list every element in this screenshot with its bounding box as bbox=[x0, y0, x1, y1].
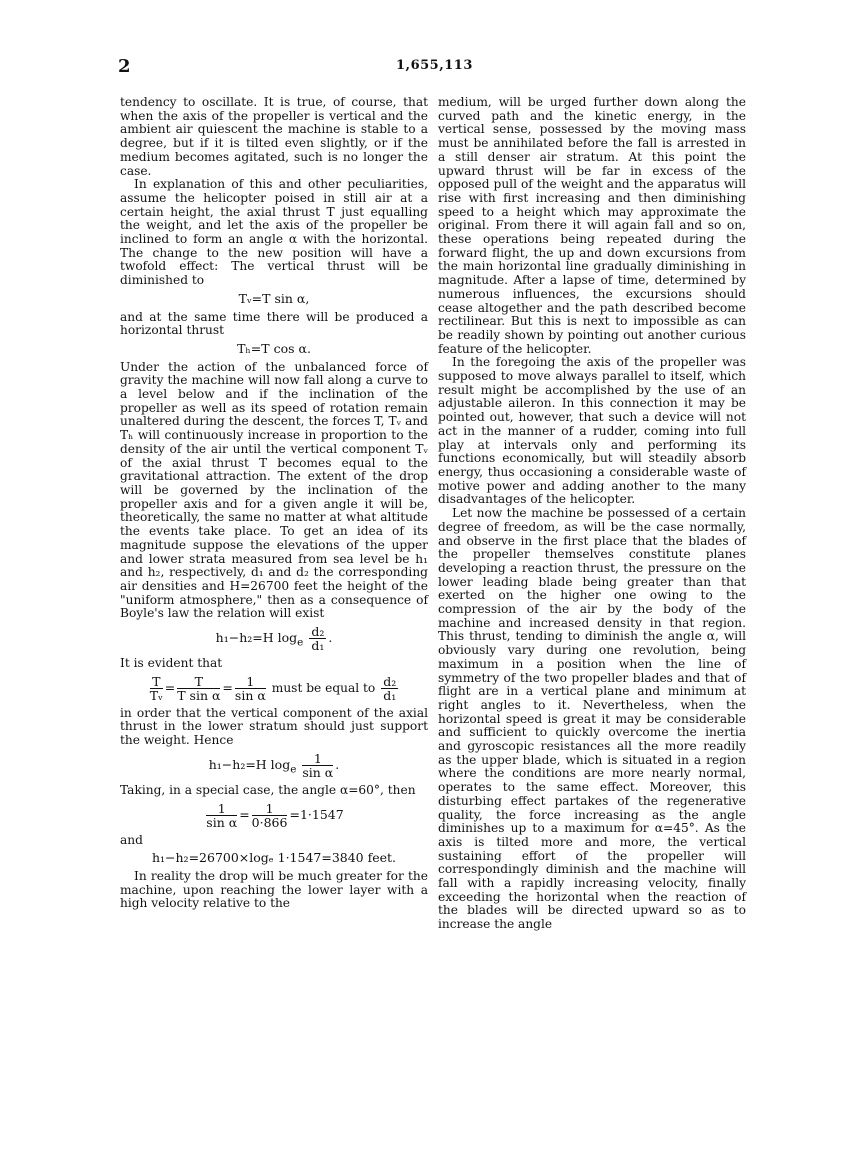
numerator: T bbox=[177, 675, 220, 689]
denominator: sin α bbox=[234, 687, 266, 703]
paragraph: and at the same time there will be produced a horizontal thrust bbox=[120, 309, 428, 338]
denominator: sin α bbox=[302, 764, 334, 780]
equation-special-case: $\frac{1}{\text{sin α}}$ = $\frac{1}{0\cdot 866}$ =1·1547 bbox=[206, 800, 344, 830]
denominator: Tᵥ bbox=[149, 687, 163, 703]
denominator: d₁ bbox=[383, 687, 397, 703]
page-number: 2 bbox=[118, 56, 131, 77]
numerator: 1 bbox=[302, 752, 333, 766]
fraction bbox=[206, 802, 237, 829]
equation-vertical-thrust: Tᵥ=T sin α, bbox=[238, 290, 310, 306]
equation-lhs: h₁−h₂=H log bbox=[215, 630, 298, 646]
paragraph: and bbox=[120, 832, 143, 847]
paragraph: in order that the vertical component of the axial thrust in the lower stratum should just support the weight. Hence bbox=[120, 705, 428, 748]
fraction bbox=[235, 675, 266, 702]
denominator: sin α bbox=[206, 814, 238, 830]
paragraph: Taking, in a special case, the angle α=60°, then bbox=[120, 782, 416, 797]
log-base: e bbox=[290, 763, 297, 776]
fraction bbox=[302, 752, 333, 779]
denominator: T sin α bbox=[177, 687, 221, 703]
numerator: 1 bbox=[206, 802, 237, 816]
paragraph: In the foregoing the axis of the propeller was supposed to move always parallel to itself, which result might be accomplished by the use of an adjustable aileron. In this connection it may be pointed out, however, that such a device will not act in the manner of a rudder, coming into full play at intervals only and performing its functions economically, but will steadily absorb energy, thus occasioning a considerable waste of motive power and adding another to the many disadvantages of the helicopter. bbox=[438, 355, 746, 507]
paragraph: Under the action of the unbalanced force of gravity the machine will now fall along a curve to a level below and if the inclination of the propeller as well as its speed of rotation remain unaltered during the descent, the forces T, Tᵥ and Tₕ will continuously increase in proportion to the density of the air until the vertical component Tᵥ of the axial thrust T becomes equal to the gravitational attraction. The extent of the drop will be governed by the inclination of the propeller axis and for a given angle it will be, theoretically, the same no matter at what altitude the events take place. To get an idea of its magnitude suppose the elevations of the upper and lower strata measured from sea level be h₁ and h₂, respectively, d₁ and d₂ the corresponding air densities and H=26700 feet the height of the "uniform atmosphere," then as a consequence of Boyle's law the relation will exist bbox=[120, 359, 428, 621]
denominator: d₁ bbox=[311, 638, 325, 654]
numerator: T bbox=[150, 675, 163, 689]
paragraph: It is evident that bbox=[120, 656, 223, 671]
equation-text: must be equal to bbox=[271, 680, 376, 695]
equation-horizontal-thrust: Tₕ=T cos α. bbox=[237, 340, 311, 356]
fraction bbox=[309, 625, 326, 652]
equation-result: =1·1547 bbox=[289, 806, 344, 822]
equation-boyle-law: h₁−h₂=H $\log_e$ $\frac{\text{d₂}}{\text{d₁}}$ . bbox=[215, 624, 333, 654]
equation-ratio: $\frac{T}{\text{Tᵥ}}$ = $\frac{T}{\text{T sin α}}$ = $\frac{1}{\text{sin α}}$ must be equal to $\frac{\text{d₂}}{\text{d₁}}$ bbox=[149, 673, 397, 703]
log-base: e bbox=[297, 636, 304, 649]
paragraph: In reality the drop will be much greater for the machine, upon reaching the lower layer with a high velocity relative to the bbox=[120, 868, 428, 911]
numerator: d₂ bbox=[311, 624, 325, 640]
equation-result-feet: h₁−h₂=26700×logₑ 1·1547=3840 feet. bbox=[151, 850, 397, 866]
paragraph: Let now the machine be possessed of a certain degree of freedom, as will be the case normally, and observe in the first place that the blades of the propeller themselves constitute planes developing a reaction thrust, the pressure on the lower leading blade being greater than that exerted on the higher one owing to the compression of the air by the body of the machine and increased density in that region. This thrust, tending to diminish the angle α, will obviously vary during one revolution, being maximum in a position when the line of symmetry of the two propeller blades and that of flight are in a vertical plane and minimum at right angles to it. Nevertheless, when the horizontal speed is great it may be considerable and sufficient to quickly overcome the inertia and gyroscopic resistances all the more readily as the upper blade, which is situated in a region where the conditions are more nearly normal, operates to the same effect. Moreover, this disturbing effect partakes of the regenerative quality, the force increasing as the angle diminishes up to a maximum for α=45°. As the axis is tilted more and more, the vertical sustaining effort of the propeller will correspondingly diminish and the machine will fall with a rapidly increasing velocity, finally exceeding the horizontal when the reaction of the blades will be directed upward so as to increase the angle bbox=[438, 506, 746, 932]
denominator: 0·866 bbox=[251, 814, 288, 830]
right-column bbox=[438, 96, 746, 932]
fraction bbox=[381, 675, 398, 702]
paragraph: tendency to oscillate. It is true, of course, that when the axis of the propeller is vertical and the ambient air quiescent the machine is stable to a degree, but if it is tilted even slightly, or if the medium becomes agitated, such is no longer the case. bbox=[120, 95, 428, 178]
numerator: 1 bbox=[252, 802, 288, 816]
left-column bbox=[120, 96, 428, 911]
patent-number: 1,655,113 bbox=[396, 58, 473, 73]
fraction bbox=[252, 802, 288, 829]
equation-drop-height: h₁−h₂=H $\log_e$ $\frac{1}{\text{sin α}}$ . bbox=[208, 750, 340, 780]
fraction bbox=[177, 675, 220, 702]
numerator: d₂ bbox=[383, 673, 397, 689]
paragraph: In explanation of this and other peculiarities, assume the helicopter poised in still air at a certain height, the axial thrust T just equalling the weight, and let the axis of the propeller be inclined to form an angle α with the horizontal. The change to the new position will have a twofold effect: The vertical thrust will be diminished to bbox=[120, 177, 428, 288]
fraction bbox=[150, 675, 163, 702]
paragraph: medium, will be urged further down along the curved path and the kinetic energy, in the vertical sense, possessed by the moving mass must be annihilated before the fall is arrested in a still denser air stratum. At this point the upward thrust will be far in excess of the opposed pull of the weight and the apparatus will rise with first increasing and then diminishing speed to a height which may approximate the original. From there it will again fall and so on, these operations being repeated during the forward flight, the up and down excursions from the main horizontal line gradually diminishing in magnitude. After a lapse of time, determined by numerous influences, the excursions should cease altogether and the path described become rectilinear. But this is next to impossible as can be readily shown by pointing out another curious feature of the helicopter. bbox=[438, 95, 746, 356]
equation-lhs: h₁−h₂=H log bbox=[208, 756, 291, 772]
numerator: 1 bbox=[235, 675, 266, 689]
